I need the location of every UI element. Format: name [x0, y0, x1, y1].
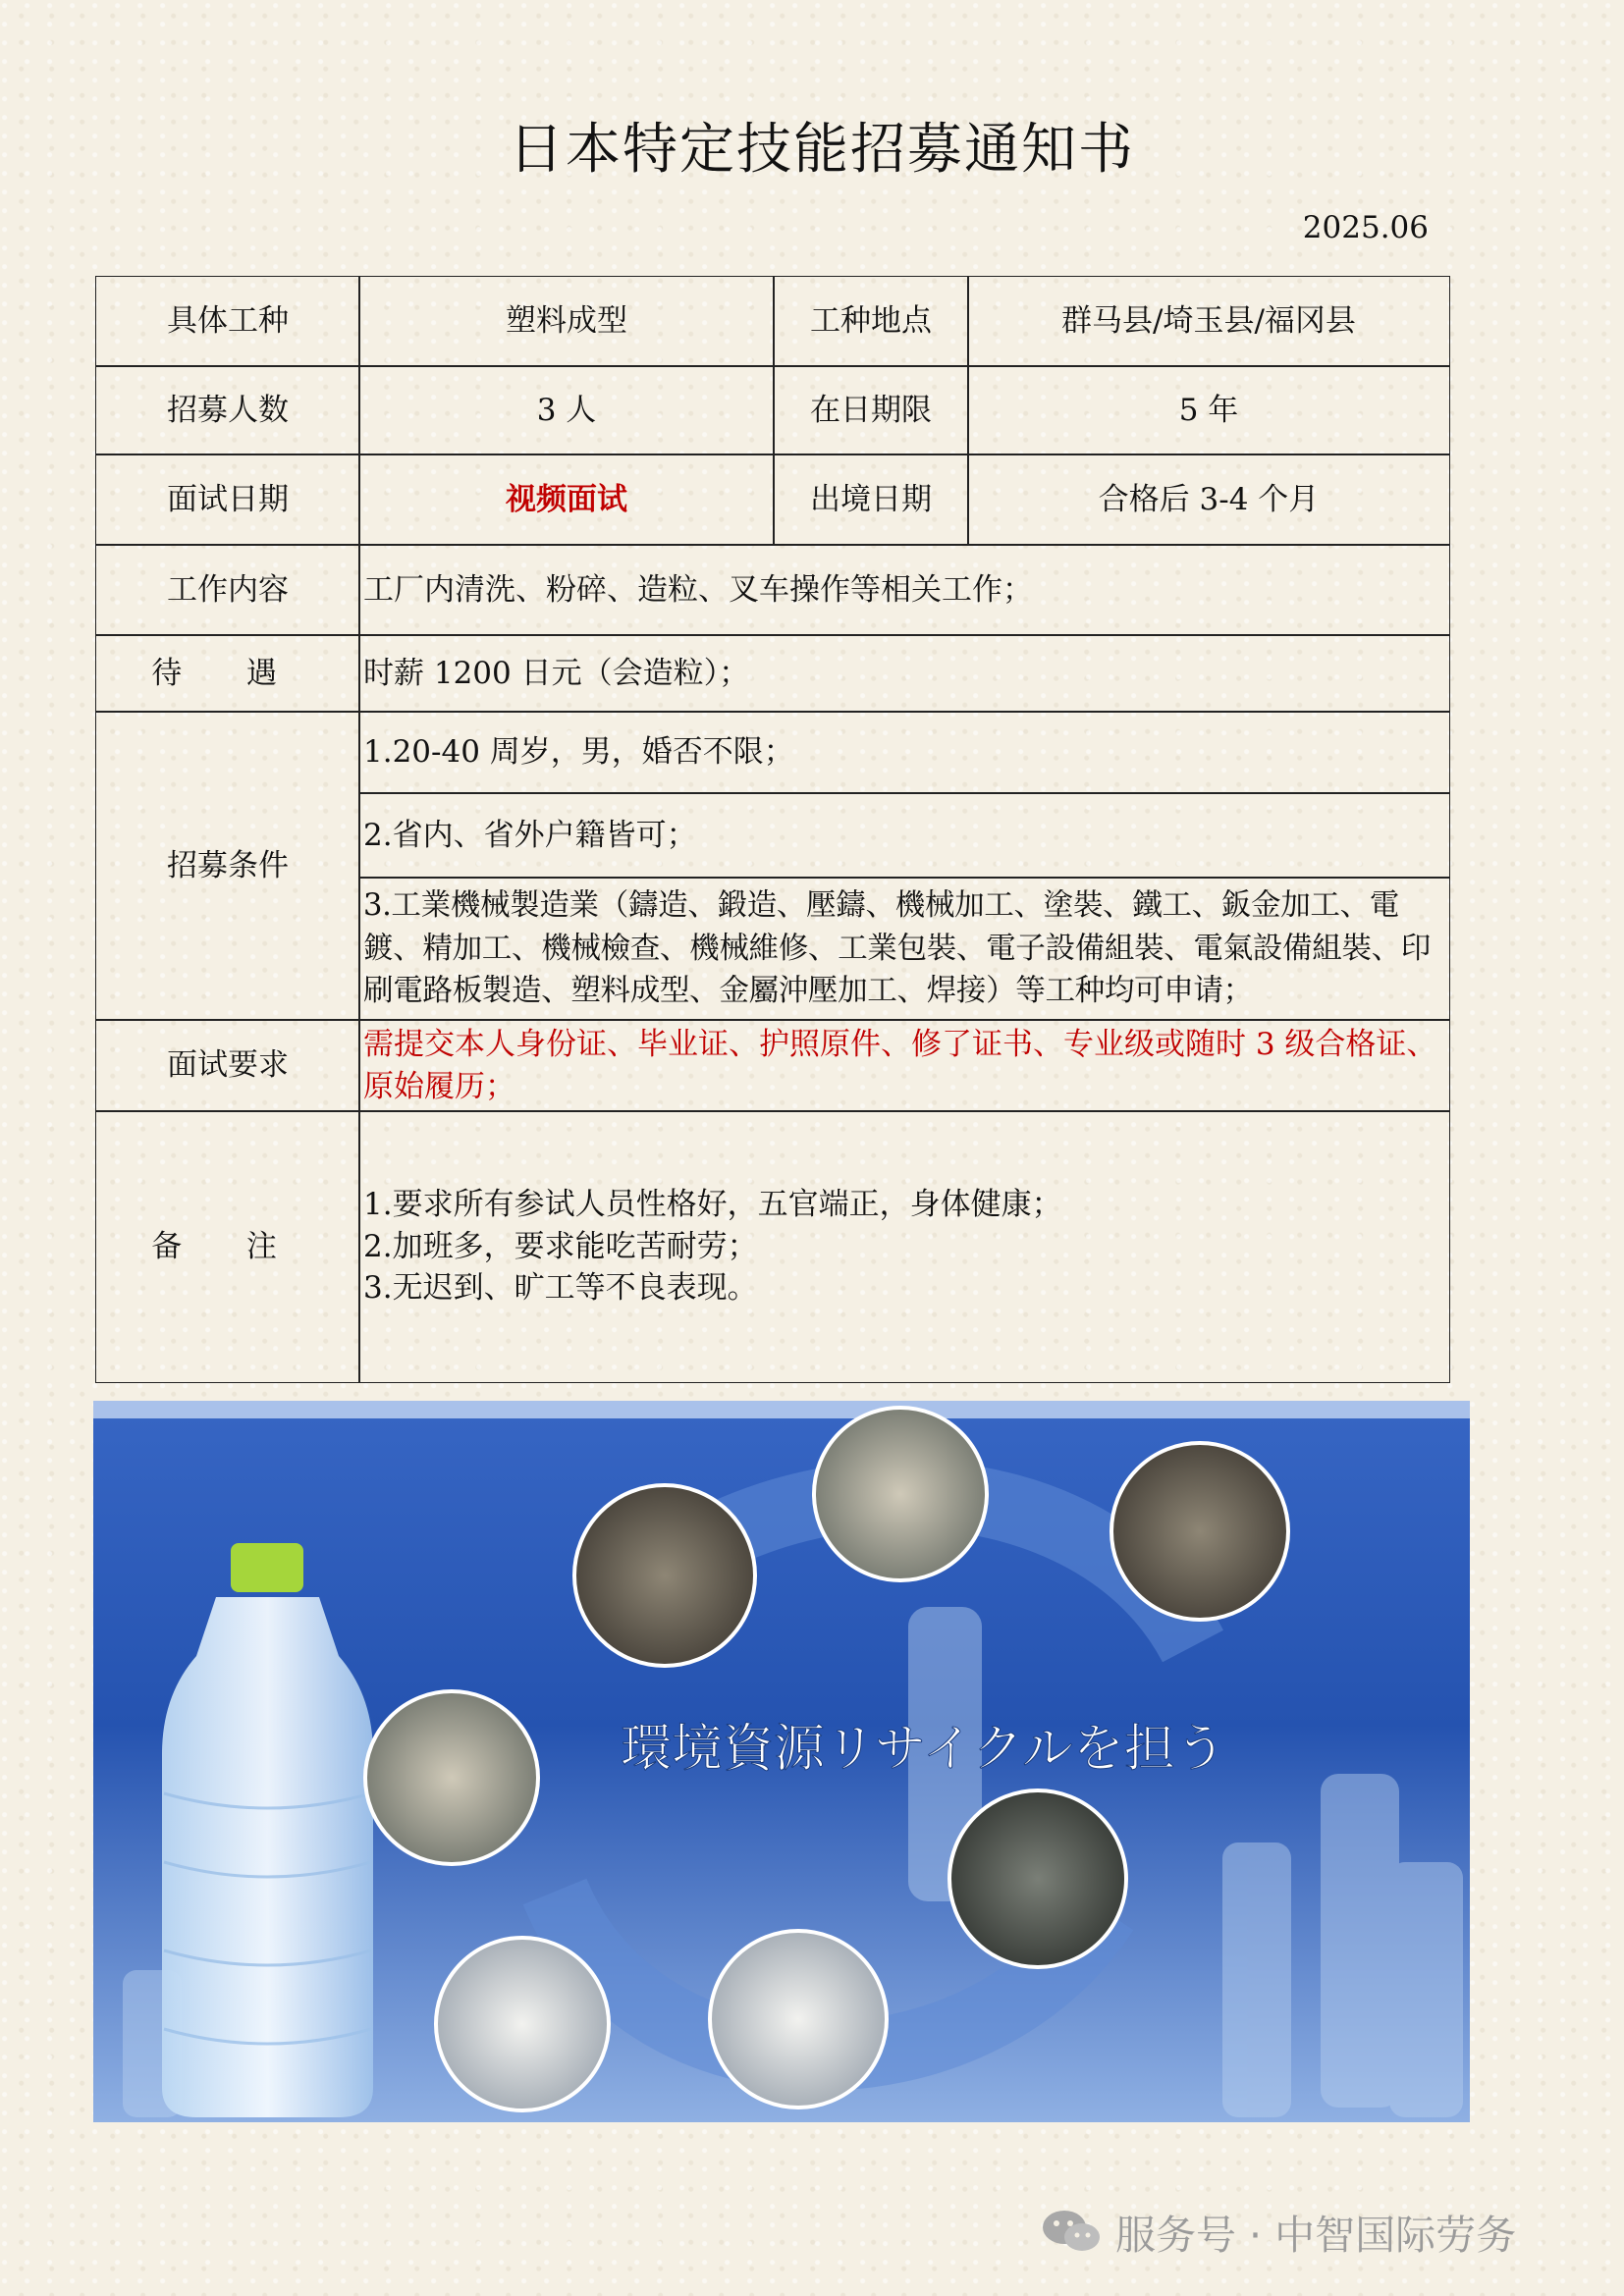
- pay-value: 时薪 1200 日元（会造粒）；: [358, 634, 1450, 713]
- interview-req-label: 面试要求: [95, 1019, 360, 1112]
- requirement-item-2: 2.省内、省外户籍皆可；: [358, 792, 1450, 879]
- requirement-item-1: 1.20-40 周岁，男，婚否不限；: [358, 711, 1450, 794]
- location-value: 群马县/埼玉县/福冈县: [967, 276, 1450, 367]
- departure-value: 合格后 3-4 个月: [967, 454, 1450, 546]
- recruitment-table: [95, 276, 1450, 1383]
- term-value: 5 年: [967, 365, 1450, 455]
- interview-req-value: 需提交本人身份证、毕业证、护照原件、修了证书、专业级或随时 3 级合格证、原始履历；: [358, 1019, 1450, 1112]
- document-date: 2025.06: [1302, 210, 1429, 245]
- banner-caption: 環境資源リサイクルを担う: [621, 1720, 1226, 1779]
- departure-label: 出境日期: [773, 454, 969, 546]
- remarks-label-text: 备 注: [151, 1228, 304, 1264]
- work-content-label: 工作内容: [95, 544, 360, 636]
- wechat-icon: [1041, 2208, 1102, 2255]
- account-watermark: [1041, 2202, 1516, 2261]
- watermark-text: 服务号 · 中智国际劳务: [1115, 2211, 1517, 2259]
- term-label: 在日期限: [773, 365, 969, 455]
- remarks-value: [358, 1110, 1450, 1383]
- remark-item-3: 3.无迟到、旷工等不良表现。: [363, 1270, 758, 1307]
- headcount-value: 3 人: [358, 365, 775, 455]
- document-title: 日本特定技能招募通知书: [509, 118, 1135, 182]
- pay-label: [95, 634, 360, 713]
- remarks-label: [95, 1110, 360, 1383]
- remark-item-2: 2.加班多，要求能吃苦耐劳；: [363, 1228, 758, 1264]
- headcount-label: 招募人数: [95, 365, 360, 455]
- banner-graphic: [93, 1401, 1470, 2122]
- interview-date-value: 视频面试: [358, 454, 775, 546]
- job-type-label: 具体工种: [95, 276, 360, 367]
- recycling-banner-image: [93, 1401, 1470, 2122]
- interview-date-label: 面试日期: [95, 454, 360, 546]
- work-content-value: 工厂内清洗、粉碎、造粒、叉车操作等相关工作；: [358, 544, 1450, 636]
- pay-label-text: 待 遇: [151, 655, 304, 691]
- location-label: 工种地点: [773, 276, 969, 367]
- job-type-value: 塑料成型: [358, 276, 775, 367]
- remark-item-1: 1.要求所有参试人员性格好，五官端正，身体健康；: [363, 1186, 1062, 1222]
- requirement-item-3: 3.工業機械製造業（鑄造、鍛造、壓鑄、機械加工、塗裝、鐵工、鈑金加工、電鍍、精加工、機械檢查、機械維修、工業包裝、電子設備組裝、電氣設備組裝、印刷電路板製造、塑料成型、金屬沖壓加工、焊接）等工种均可申请；: [358, 877, 1450, 1021]
- requirements-label: 招募条件: [95, 711, 360, 1021]
